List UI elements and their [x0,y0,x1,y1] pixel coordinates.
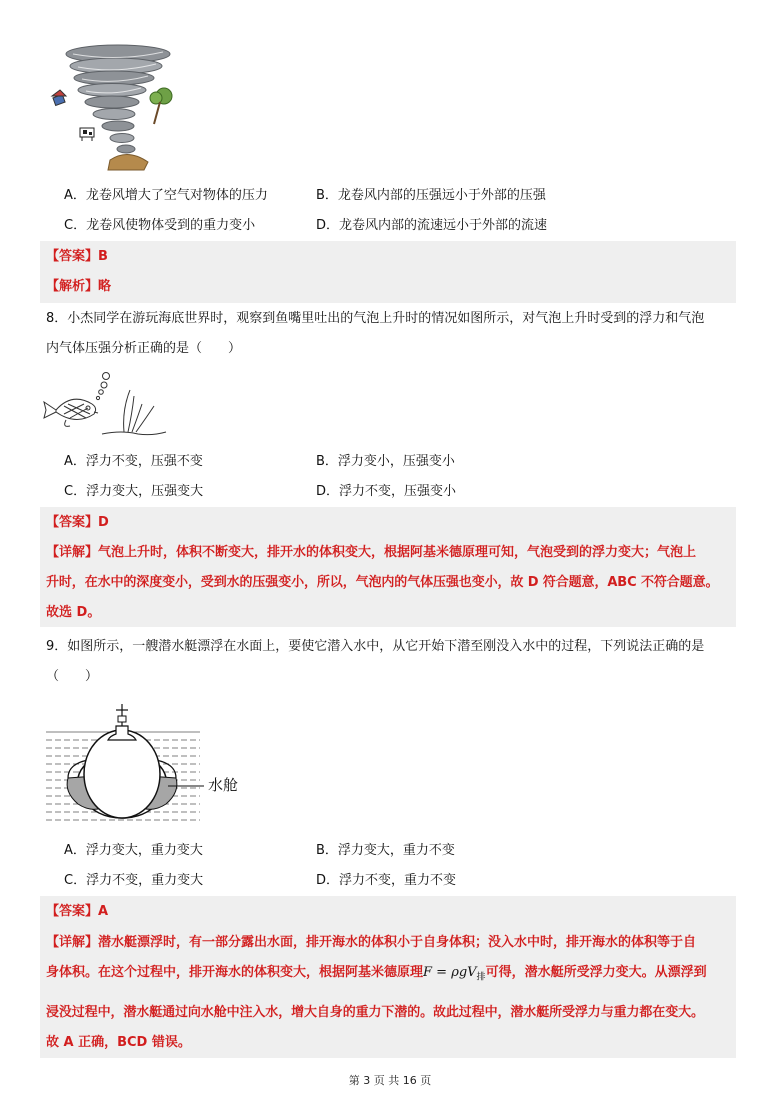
q8-answer-panel [40,507,736,627]
q9-option-d: D．浮力不变，重力不变 [316,873,457,888]
detail-label: 【详解】 [46,545,99,560]
answer-value: D [98,515,109,530]
detail-label: 【详解】 [46,935,99,950]
detail-text: 身体积。在这个过程中，排开海水的体积变大，根据阿基米德原理 [46,965,424,980]
q9-detail-line2 [46,964,707,987]
detail-text: 气泡上升时，体积不断变大，排开水的体积变大，根据阿基米德原理可知，气泡受到的浮力变大；气泡上 [98,545,697,560]
q7-option-c: C．龙卷风使物体受到的重力变小 [64,218,256,233]
q9-option-a: A．浮力变大，重力变大 [64,843,203,858]
q8-detail-line2: 升时，在水中的深度变小，受到水的压强变小，所以，气泡内的气体压强也变小，故 D 符合题意，ABC 不符合题意。 [46,575,719,590]
formula-subscript: 排 [476,972,486,983]
q7-option-d: D．龙卷风内部的流速远小于外部的流速 [316,218,548,233]
q8-option-d: D．浮力不变，压强变小 [316,484,457,499]
submarine-figure [44,696,254,830]
formula-text: F = ρgV [423,965,477,980]
detail-text: 潜水艇漂浮时，有一部分露出水面，排开海水的体积小于自身体积；没入水中时，排开海水的体积等于自 [98,935,697,950]
q8-stem-line1: 8．小杰同学在游玩海底世界时，观察到鱼嘴里吐出的气泡上升时的情况如图所示，对气泡上升时受到的浮力和气泡 [46,311,705,326]
q9-stem-line1: 9．如图所示，一艘潜水艇漂浮在水面上，要使它潜入水中，从它开始下潜至刚没入水中的过程，下列说法正确的是 [46,639,705,654]
buoyancy-formula [423,965,486,983]
q9-answer [46,903,108,921]
detail-text: 可得，潜水艇所受浮力变大。从漂浮到 [485,965,707,980]
q8-stem-line2: 内气体压强分析正确的是（ ） [46,341,242,356]
q8-option-c: C．浮力变大，压强变大 [64,484,204,499]
answer-label: 【答案】 [46,249,99,264]
q8-option-a: A．浮力不变，压强不变 [64,454,203,469]
q7-answer-panel [40,241,736,303]
q9-detail-line1 [46,934,696,952]
q7-option-a: A．龙卷风增大了空气对物体的压力 [64,188,268,203]
q9-option-c: C．浮力不变，重力变大 [64,873,204,888]
q9-stem-line2: （ ） [46,669,99,684]
ballast-tank-label: 水舱 [208,776,239,794]
answer-label: 【答案】 [46,515,99,530]
answer-label: 【答案】 [46,904,99,919]
q8-option-b: B．浮力变小，压强变小 [316,454,455,469]
fish-bubble-figure [42,370,170,438]
q9-detail-line4: 故 A 正确，BCD 错误。 [46,1035,191,1050]
q8-detail-line1 [46,544,696,562]
page-footer: 第 3 页 共 16 页 [348,1074,432,1087]
q7-option-b: B．龙卷风内部的压强远小于外部的压强 [316,188,546,203]
analysis-label: 【解析】 [46,279,99,294]
q9-option-b: B．浮力变大，重力不变 [316,843,455,858]
q8-detail-line3: 故选 D。 [46,605,101,620]
answer-value: A [98,904,109,919]
q7-answer [46,248,108,266]
analysis-text: 略 [98,279,112,294]
q8-answer [46,514,109,532]
q9-detail-line3: 浸没过程中，潜水艇通过向水舱中注入水，增大自身的重力下潜的。故此过程中，潜水艇所受浮力与重力都在变大。 [46,1005,704,1020]
answer-value: B [98,249,108,264]
q7-analysis [46,278,111,296]
tornado-figure [48,42,180,176]
